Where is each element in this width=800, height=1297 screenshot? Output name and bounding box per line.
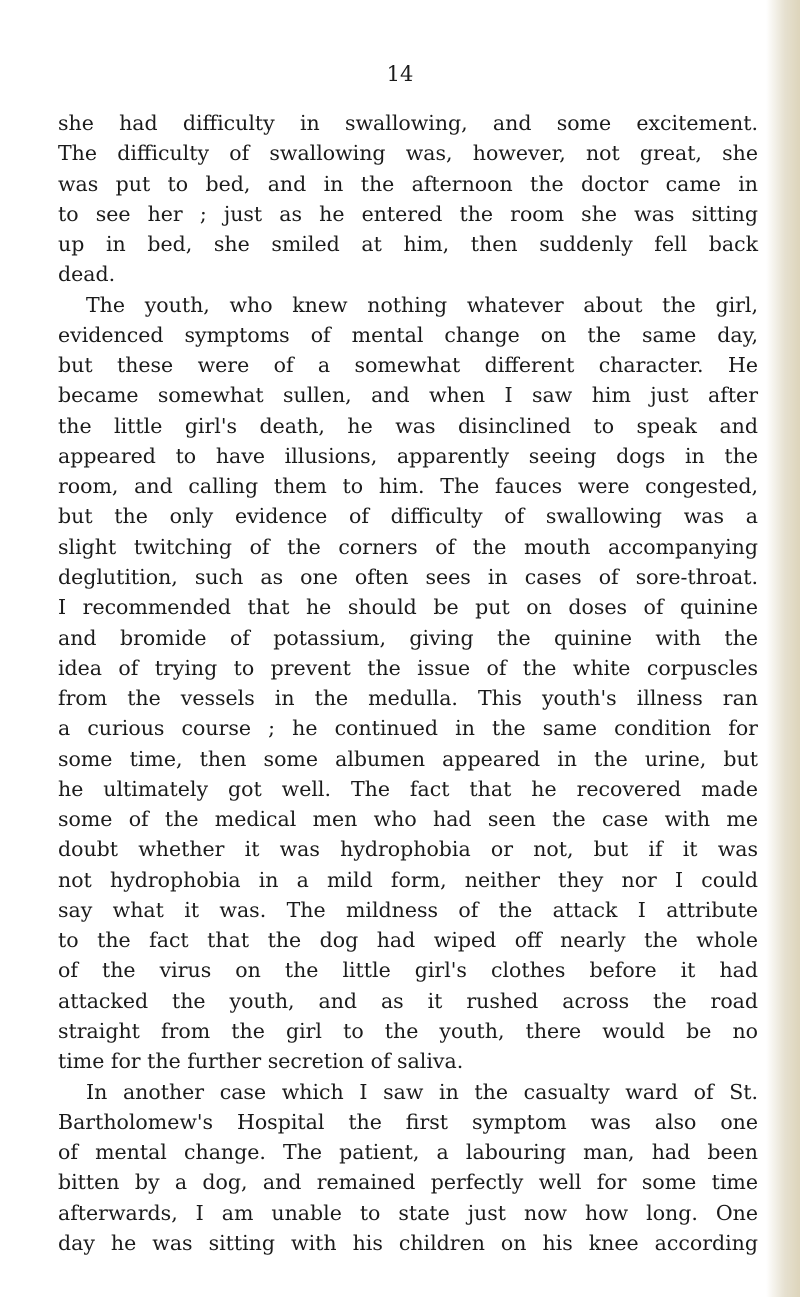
text-line: of mental change. The patient, a labouring man, had been [58,1140,758,1165]
text-line: slight twitching of the corners of the mouth accompanying [58,534,758,559]
text-line: but the only evidence of difficulty of swallowing was a [58,504,758,529]
text-line: appeared to have illusions, apparently seeing dogs in the [58,443,758,468]
page-number: 14 [386,62,414,86]
text-line: straight from the girl to the youth, there would be no [58,1018,758,1043]
text-line: Bartholomew's Hospital the first symptom was also one [58,1109,758,1134]
text-line: idea of trying to prevent the issue of the white corpuscles [58,655,758,680]
page-edge-shadow [766,0,800,1297]
text-line: some time, then some albumen appeared in the urine, but [58,746,758,771]
text-line: up in bed, she smiled at him, then suddenly fell back [58,232,758,257]
text-line: the little girl's death, he was disinclined to speak and [58,413,758,438]
text-line: The youth, who knew nothing whatever about the girl, [86,292,758,317]
text-line: I recommended that he should be put on doses of quinine [58,595,758,620]
text-line: room, and calling them to him. The fauces were congested, [58,474,758,499]
text-line: a curious course ; he continued in the same condition for [58,716,758,741]
text-line: to the fact that the dog had wiped off nearly the whole [58,928,758,953]
text-line: and bromide of potassium, giving the quinine with the [58,625,758,650]
text-line: not hydrophobia in a mild form, neither they nor I could [58,867,758,892]
text-line: was put to bed, and in the afternoon the doctor came in [58,171,758,196]
text-line: doubt whether it was hydrophobia or not, but if it was [58,837,758,862]
text-line: deglutition, such as one often sees in cases of sore-throat. [58,564,758,589]
text-line: she had difficulty in swallowing, and some excitement. [58,111,758,135]
text-line: to see her ; just as he entered the room she was sitting [58,201,758,226]
text-line: became somewhat sullen, and when I saw him just after [58,383,758,408]
text-line: time for the further secretion of saliva. [58,1049,464,1074]
text-line: dead. [58,262,116,287]
text-line: but these were of a somewhat different character. He [58,353,758,378]
text-line: some of the medical men who had seen the case with me [58,807,758,832]
text-line: say what it was. The mildness of the attack I attribute [58,897,758,922]
body-text [58,108,758,1258]
text-line: attacked the youth, and as it rushed across the road [58,988,758,1013]
text-line: evidenced symptoms of mental change on the same day, [58,322,758,347]
text-line: bitten by a dog, and remained perfectly well for some time [58,1170,758,1195]
text-line: day he was sitting with his children on his knee according [58,1230,758,1255]
text-line: The difficulty of swallowing was, however, not great, she [58,141,758,166]
text-line: of the virus on the little girl's clothes before it had [58,958,758,983]
text-line: from the vessels in the medulla. This youth's illness ran [58,686,758,711]
text-line: afterwards, I am unable to state just now how long. One [58,1200,758,1225]
text-line: he ultimately got well. The fact that he recovered made [58,776,758,801]
text-line: In another case which I saw in the casualty ward of St. [86,1079,758,1104]
